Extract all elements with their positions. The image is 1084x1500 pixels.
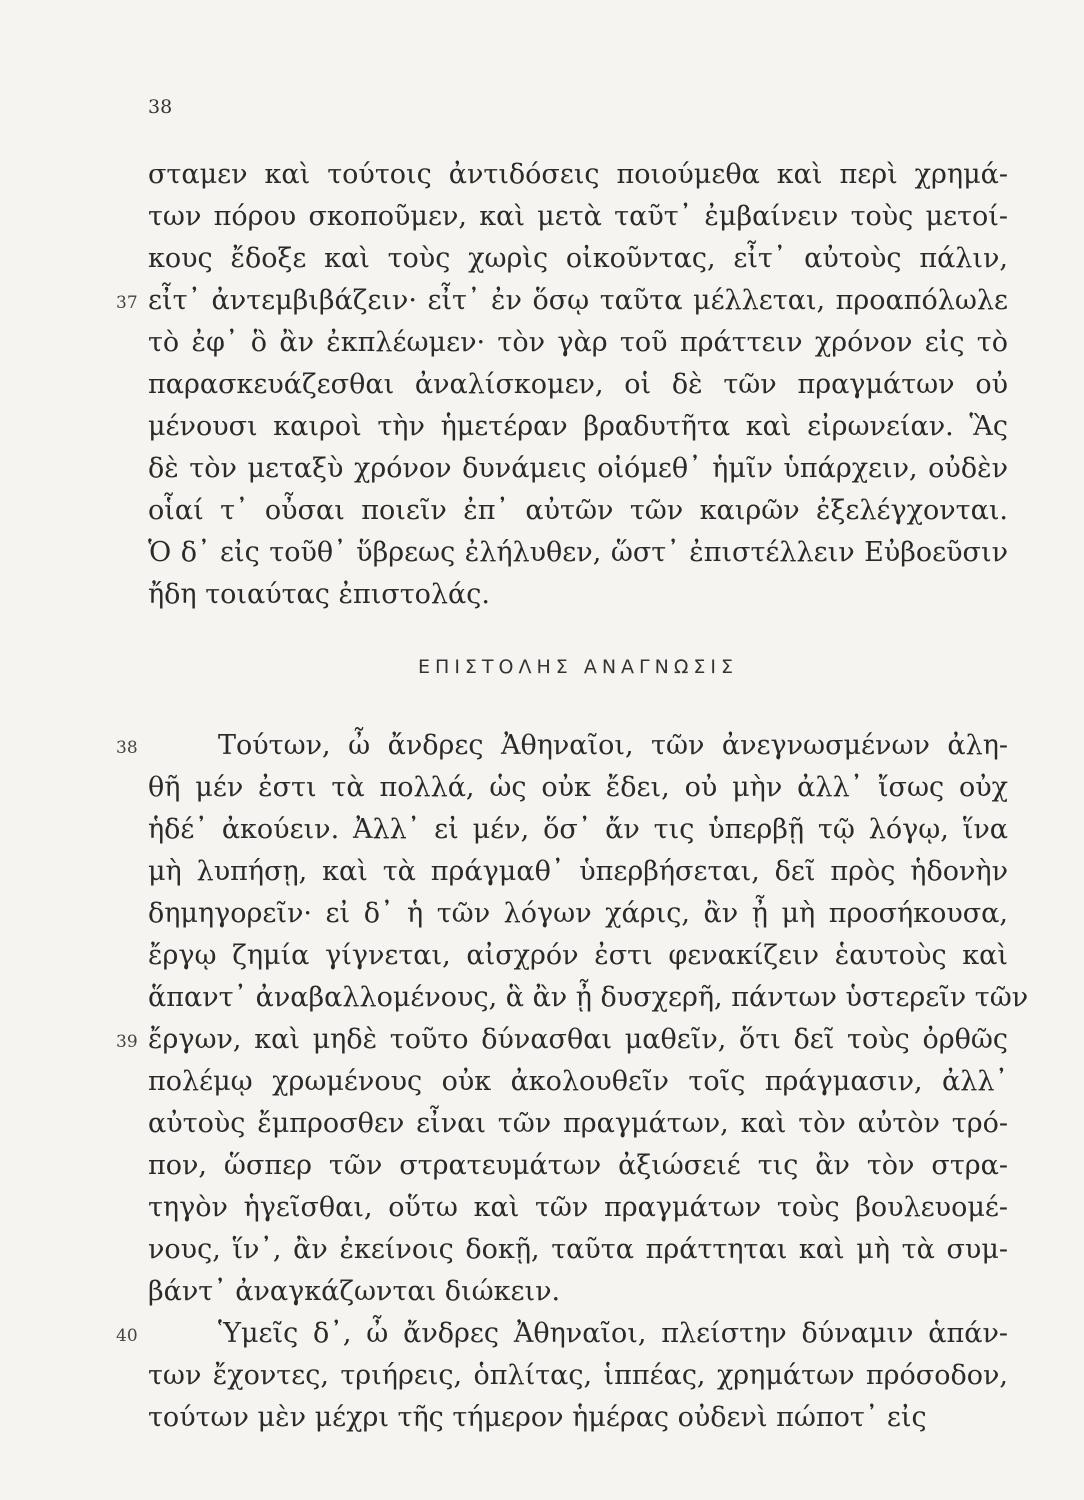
text-line [148, 406, 1008, 448]
text-line [148, 322, 1008, 364]
line-text: Ὑμεῖς δ᾽, ὦ ἄνδρες Ἀθηναῖοι, πλείστην δύναμιν ἁπάν- [218, 1318, 1008, 1349]
text-line [148, 1145, 1008, 1187]
line-text: δημηγορεῖν· εἰ δ᾽ ἡ τῶν λόγων χάρις, ἂν ᾖ μὴ προσήκουσα, [148, 898, 1008, 929]
line-text: σταμεν καὶ τούτοις ἀντιδόσεις ποιούμεθα καὶ περὶ χρημά- [148, 159, 1008, 190]
line-text: ἔργων, καὶ μηδὲ τοῦτο δύνασθαι μαθεῖν, ὅτι δεῖ τοὺς ὀρθῶς [148, 1024, 1008, 1055]
line-text: των πόρου σκοποῦμεν, καὶ μετὰ ταῦτ᾽ ἐμβαίνειν τοὺς μετοί- [148, 201, 1008, 232]
text-line [148, 574, 1008, 616]
text-line [116, 1313, 1008, 1355]
text-line [148, 977, 1029, 1019]
line-text: των ἔχοντες, τριήρεις, ὁπλίτας, ἱππέας, χρημάτων πρόσοδον, [148, 1360, 1008, 1391]
line-text: πον, ὥσπερ τῶν στρατευμάτων ἀξιώσειέ τις ἂν τὸν στρα- [148, 1150, 1008, 1181]
text-line [116, 280, 1008, 322]
line-text: νους, ἵν᾽, ἂν ἐκείνοις δοκῇ, ταῦτα πράττηται καὶ μὴ τὰ συμ- [148, 1234, 1008, 1265]
section-heading: ΕΠΙΣΤΟΛΗΣ ΑΝΑΓΝΩΣΙΣ [418, 656, 738, 678]
text-line [148, 893, 1008, 935]
line-text: τηγὸν ἡγεῖσθαι, οὕτω καὶ τῶν πραγμάτων τοὺς βουλευομέ- [148, 1192, 1008, 1223]
text-line [148, 490, 1008, 532]
page-number: 38 [148, 96, 173, 118]
text-line [148, 196, 1008, 238]
text-line [148, 1061, 1008, 1103]
line-text: Ὁ δ᾽ εἰς τοῦθ᾽ ὕβρεως ἐλήλυθεν, ὥστ᾽ ἐπιστέλλειν Εὐβοεῦσιν [148, 537, 1008, 568]
text-line [148, 935, 1008, 977]
section-number: 40 [116, 1326, 138, 1346]
line-text: δὲ τὸν μεταξὺ χρόνον δυνάμεις οἰόμεθ᾽ ἡμῖν ὑπάρχειν, οὐδὲν [148, 453, 1008, 484]
text-line [148, 448, 1008, 490]
line-text: ἡδέ᾽ ἀκούειν. Ἀλλ᾽ εἰ μέν, ὅσ᾽ ἄν τις ὑπερβῇ τῷ λόγῳ, ἵνα [148, 814, 1008, 845]
line-text: ἔργῳ ζημία γίγνεται, αἰσχρόν ἐστι φενακίζειν ἑαυτοὺς καὶ [148, 940, 1008, 971]
line-text: παρασκευάζεσθαι ἀναλίσκομεν, οἱ δὲ τῶν πραγμάτων οὐ [148, 369, 1008, 400]
line-text: βάντ᾽ ἀναγκάζωνται διώκειν. [148, 1276, 561, 1307]
text-line [148, 1271, 1008, 1313]
line-text: ἅπαντ᾽ ἀναβαλλομένους, ἃ ἂν ᾖ δυσχερῆ, πάντων ὑστερεῖν τῶν [148, 982, 1029, 1013]
line-text: τούτων μὲν μέχρι τῆς τήμερον ἡμέρας οὐδενὶ πώποτ᾽ εἰς [148, 1402, 927, 1433]
line-text: κους ἔδοξε καὶ τοὺς χωρὶς οἰκοῦντας, εἶτ᾽ αὐτοὺς πάλιν, [148, 243, 1008, 274]
section-number: 39 [116, 1032, 138, 1052]
text-block-lower [116, 725, 1029, 1439]
text-line [116, 1019, 1008, 1061]
text-line [148, 154, 1008, 196]
text-line [148, 532, 1008, 574]
text-line [148, 364, 1008, 406]
text-line [148, 767, 1008, 809]
text-line [148, 1355, 1008, 1397]
text-line [148, 809, 1008, 851]
line-text: Τούτων, ὦ ἄνδρες Ἀθηναῖοι, τῶν ἀνεγνωσμένων ἀλη- [218, 730, 1008, 761]
line-text: πολέμῳ χρωμένους οὐκ ἀκολουθεῖν τοῖς πράγμασιν, ἀλλ᾽ [148, 1066, 1008, 1097]
line-text: μένουσι καιροὶ τὴν ἡμετέραν βραδυτῆτα καὶ εἰρωνείαν. Ἃς [148, 411, 1008, 442]
text-line [148, 1397, 1008, 1439]
line-text: εἶτ᾽ ἀντεμβιβάζειν· εἶτ᾽ ἐν ὅσῳ ταῦτα μέλλεται, προαπόλωλε [148, 285, 1008, 316]
line-text: θῆ μέν ἐστι τὰ πολλά, ὡς οὐκ ἔδει, οὐ μὴν ἀλλ᾽ ἴσως οὐχ [148, 772, 1008, 803]
line-text: αὐτοὺς ἔμπροσθεν εἶναι τῶν πραγμάτων, καὶ τὸν αὐτὸν τρό- [148, 1108, 1008, 1139]
text-line [148, 1229, 1008, 1271]
section-number: 38 [116, 738, 138, 758]
text-line [148, 851, 1008, 893]
line-text: μὴ λυπήσῃ, καὶ τὰ πράγμαθ᾽ ὑπερβήσεται, δεῖ πρὸς ἡδονὴν [148, 856, 1008, 887]
text-line [148, 238, 1008, 280]
text-line [116, 725, 1008, 767]
text-line [148, 1103, 1008, 1145]
text-line [148, 1187, 1008, 1229]
text-block-upper [116, 154, 1008, 616]
line-text: τὸ ἐφ᾽ ὃ ἂν ἐκπλέωμεν· τὸν γὰρ τοῦ πράττειν χρόνον εἰς τὸ [148, 327, 1008, 358]
line-text: οἷαί τ᾽ οὖσαι ποιεῖν ἐπ᾽ αὐτῶν τῶν καιρῶν ἐξελέγχονται. [148, 495, 1008, 526]
line-text: ἤδη τοιαύτας ἐπιστολάς. [148, 579, 490, 610]
section-number: 37 [116, 293, 138, 313]
